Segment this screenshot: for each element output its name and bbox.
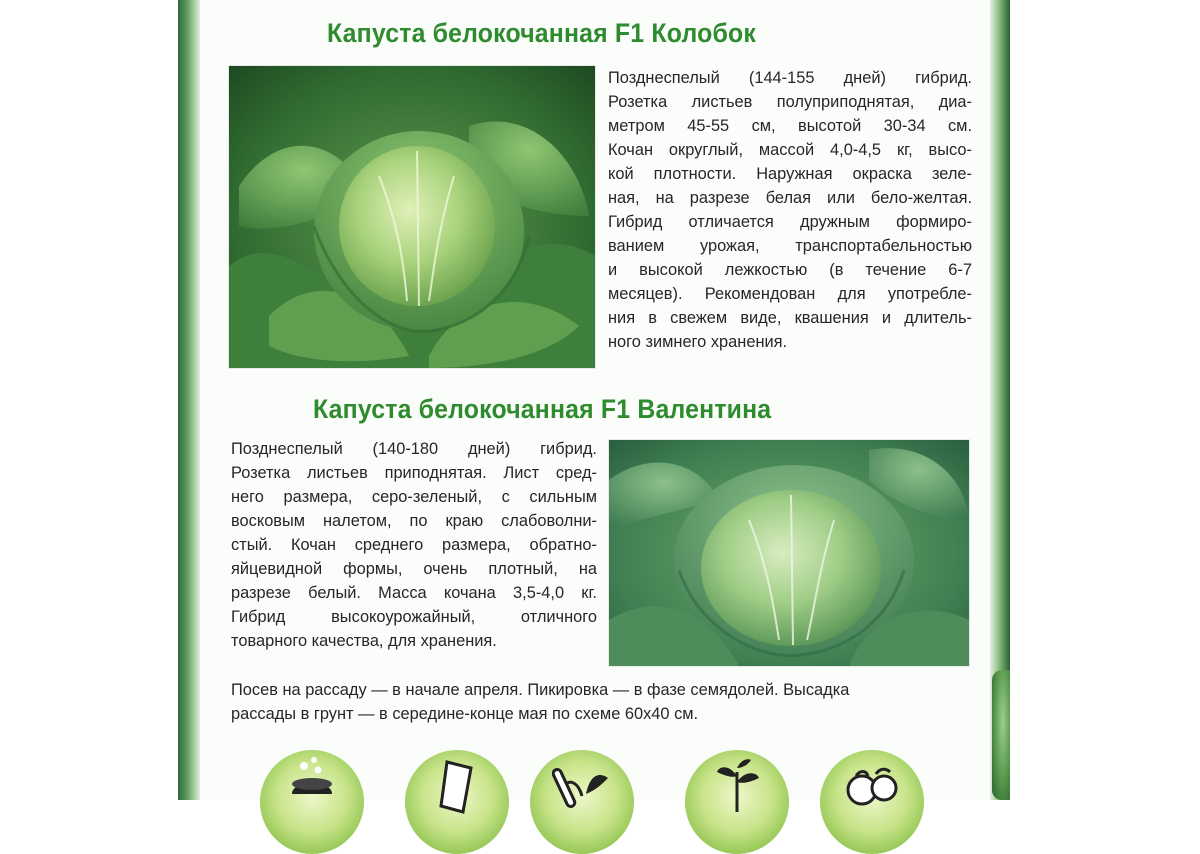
text-line: Гибрид высокоурожайный, отличного [231, 608, 597, 626]
text-line: яйцевидной формы, очень плотный, на [231, 560, 597, 578]
text-line: разрезе белый. Масса кочана 3,5-4,0 кг. [231, 584, 597, 602]
product-2-cabbage-photo [609, 440, 969, 666]
product-1-description [608, 66, 972, 354]
text-line: рассады в грунт — в середине-конце мая по схеме 60х40 см. [231, 705, 699, 723]
text-line: кой плотности. Наружная окраска зеле- [608, 165, 972, 183]
leaf-decoration [992, 670, 1010, 800]
text-line: ного зимнего хранения. [608, 333, 788, 351]
text-line: восковым налетом, по краю слабоволни- [231, 512, 597, 530]
product-2-description [231, 437, 597, 653]
text-line: метром 45-55 см, высотой 30-34 см. [608, 117, 972, 135]
product-1-cabbage-photo [229, 66, 595, 368]
text-line: Розетка листьев приподнятая. Лист сред- [231, 464, 597, 482]
seedling-icon [685, 750, 789, 854]
text-line: Посев на рассаду — в начале апреля. Пикировка — в фазе семядолей. Высадка [231, 681, 850, 699]
packet-edge-left [178, 0, 200, 800]
product-2-title: Капуста белокочанная F1 Валентина [313, 394, 772, 424]
seed-soaking-icon [260, 750, 364, 854]
text-line: ния в свежем виде, квашения и длитель- [608, 309, 972, 327]
text-line: Розетка листьев полуприподнятая, диа- [608, 93, 972, 111]
planting-tool-icon [530, 750, 634, 854]
text-line: Позднеспелый (144-155 дней) гибрид. [608, 69, 972, 87]
text-line: и высокой лежкостью (в течение 6-7 [608, 261, 972, 279]
text-line: Кочан округлый, массой 4,0-4,5 кг, высо- [608, 141, 972, 159]
text-line: него размера, серо-зеленый, с сильным [231, 488, 597, 506]
text-line: стый. Кочан среднего размера, обратно- [231, 536, 597, 554]
packet-edge-right [990, 0, 1010, 800]
sowing-info [231, 678, 991, 726]
text-line: ная, на разрезе белая или бело-желтая. [608, 189, 972, 207]
vegetables-icon [820, 750, 924, 854]
text-line: Позднеспелый (140-180 дней) гибрид. [231, 440, 597, 458]
seed-packet-icon [405, 750, 509, 854]
growing-steps-icons [200, 740, 990, 800]
text-line: месяцев). Рекомендован для употребле- [608, 285, 972, 303]
product-1-title: Капуста белокочанная F1 Колобок [327, 18, 756, 48]
text-line: Гибрид отличается дружным формиро- [608, 213, 972, 231]
text-line: ванием урожая, транспортабельностью [608, 237, 972, 255]
text-line: товарного качества, для хранения. [231, 632, 497, 650]
